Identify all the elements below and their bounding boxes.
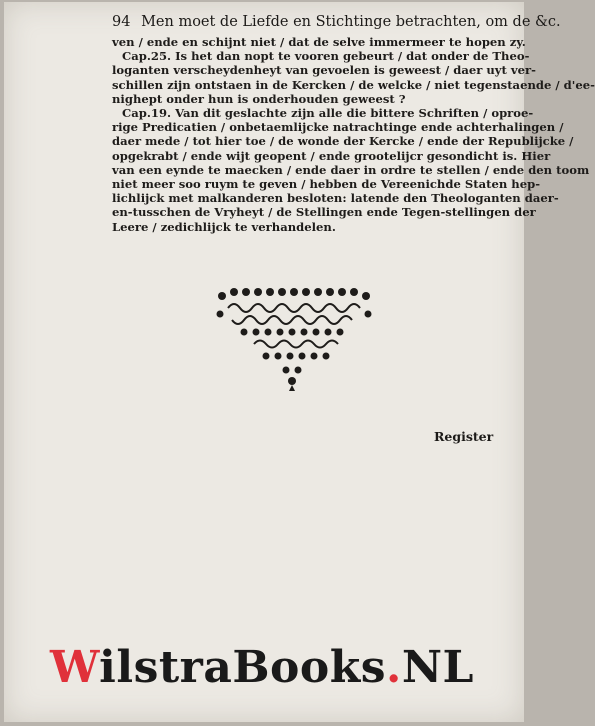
text-line: niet meer soo ruym te geven / hebben de Vereenichde Staten hep- <box>112 177 541 192</box>
body-text <box>112 35 595 234</box>
running-header <box>112 14 561 30</box>
ornament-tip <box>283 367 302 392</box>
ornament-row-lower <box>263 353 330 360</box>
text-line: loganten verscheydenheyt van gevoelen is geweest / daer uyt ver- <box>112 63 536 78</box>
text-line: Leere / zedichlijck te verhandelen. <box>112 219 336 234</box>
catchword: Register <box>434 429 494 444</box>
text-line: opgekrabt / ende wijt geopent / ende grootelijcr gesondicht is. Hier <box>112 148 551 163</box>
printers-ornament <box>214 284 374 394</box>
ornament-band <box>228 304 360 324</box>
ornament-row-low <box>254 341 338 348</box>
text-line: lichlijck met malkanderen besloten: latende den Theologanten daer- <box>112 191 559 206</box>
text-line: rige Predicatien / onbetaemlijcke natrachtinge ende achterhalingen / <box>112 120 564 135</box>
text-line: Cap.25. Is het dan nopt te vooren gebeurt / dat onder de Theo- <box>122 49 530 64</box>
watermark-first-letter: W <box>50 642 100 693</box>
watermark-dot: . <box>386 642 402 693</box>
page-number: 94 <box>112 14 131 30</box>
book-page <box>4 2 595 722</box>
watermark-suffix: NL <box>401 642 474 693</box>
ornament-row-top <box>218 288 370 300</box>
text-line: schillen zijn ontstaen in de Kercken / de welcke / niet tegenstaende / d'ee- <box>112 77 595 92</box>
watermark-middle: ilstraBooks <box>99 642 386 693</box>
text-line: van een eynde te maecken / ende daer in ordre te stellen / ende den toom <box>112 162 590 177</box>
text-line: ven / ende en schijnt niet / dat de selve immermeer te hopen zy. <box>112 35 526 49</box>
text-line: daer mede / tot hier toe / de wonde der Kercke / ende der Republijcke / <box>112 134 574 149</box>
text-line: Cap.19. Van dit geslachte zijn alle die bittere Schriften / oproe- <box>122 106 534 121</box>
running-title: Men moet de Liefde en Stichtinge betrachten, om de &c. <box>141 14 561 30</box>
watermark-logo <box>50 642 474 693</box>
text-line: nighept onder hun is onderhouden geweest ? <box>112 91 406 106</box>
text-line: en-tusschen de Vryheyt / de Stellingen ende Tegen-stellingen der <box>112 205 536 220</box>
